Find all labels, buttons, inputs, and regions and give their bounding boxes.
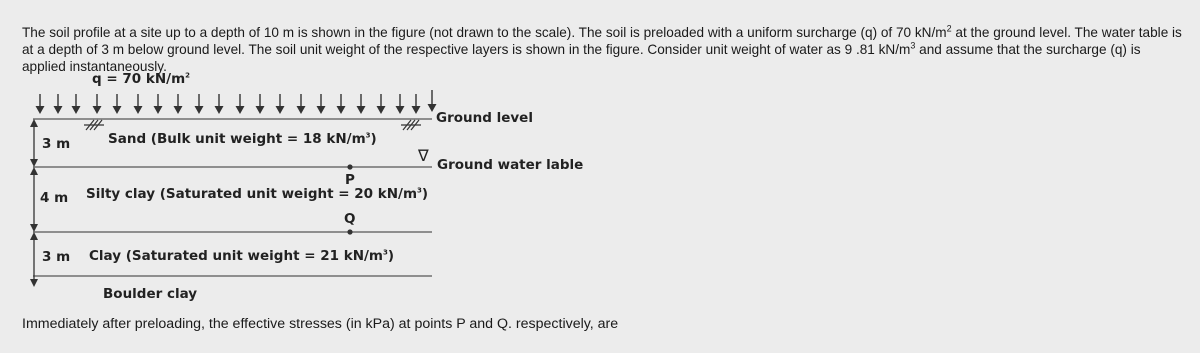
down-arrow-icon xyxy=(134,94,143,114)
question-text-3: and assume that the surcharge (q) is applied instantaneously. xyxy=(22,42,1141,74)
down-arrow-icon xyxy=(195,94,204,114)
point-q-marker xyxy=(347,229,352,234)
water-table-symbol: ∇ xyxy=(418,146,429,165)
down-arrow-icon xyxy=(276,94,285,114)
down-arrow-icon xyxy=(93,94,102,114)
layer-1-label: Sand (Bulk unit weight = 18 $kN/m^3$) xyxy=(108,131,377,147)
down-arrow-icon xyxy=(297,94,306,114)
question-text-1: The soil profile at a site up to a depth of 10 m is shown in the figure (not drawn to the scale). The soil is preloaded with a uniform surcharge (q) of 70 kN/m xyxy=(22,25,947,40)
point-p-label: P xyxy=(345,172,355,188)
down-arrow-icon xyxy=(412,94,421,114)
down-arrow-icon xyxy=(72,94,81,114)
point-p-marker xyxy=(347,164,352,169)
layer-3-thickness: 3 m xyxy=(42,249,71,265)
ground-level-label: Ground level xyxy=(436,110,533,126)
down-arrow-icon xyxy=(357,94,366,114)
surcharge-arrows xyxy=(36,90,437,114)
down-arrow-icon xyxy=(428,90,437,112)
question-text-2: at the ground level. The water table is at a depth of 3 m below ground level. The soil unit weight of the respective layers is shown in the figure. Consider unit weight of water as 9 .81 kN/m xyxy=(22,25,1182,57)
layer-2-label: Silty clay (Saturated unit weight = 20 $kN/m^3$) xyxy=(86,186,429,202)
down-arrow-icon xyxy=(215,94,224,114)
down-arrow-icon xyxy=(36,94,45,114)
boulder-clay-label: Boulder clay xyxy=(103,286,198,302)
down-arrow-icon xyxy=(337,94,346,114)
point-q-label: Q xyxy=(344,211,356,227)
layer-1-thickness: 3 m xyxy=(42,136,71,152)
down-arrow-icon xyxy=(174,94,183,114)
ground-hatch-icon xyxy=(84,120,104,130)
ground-hatch-icon xyxy=(401,120,421,130)
down-arrow-icon xyxy=(317,94,326,114)
layer-2-thickness: 4 m xyxy=(40,190,69,206)
down-arrow-icon xyxy=(154,94,163,114)
unit-superscript: 2 xyxy=(946,23,952,34)
surcharge-label: q = 70 $kN/m^2$ xyxy=(92,71,191,87)
down-arrow-icon xyxy=(377,94,386,114)
down-arrow-icon xyxy=(113,94,122,114)
down-arrow-icon xyxy=(256,94,265,114)
water-table-label: Ground water lable xyxy=(437,157,584,173)
question-prompt: Immediately after preloading, the effective stresses (in kPa) at points P and Q. respectively, are xyxy=(22,316,619,332)
unit-superscript: 3 xyxy=(910,40,916,51)
layer-3-label: Clay (Saturated unit weight = 21 $kN/m^3$) xyxy=(89,248,395,264)
down-arrow-icon xyxy=(396,94,405,114)
down-arrow-icon xyxy=(236,94,245,114)
down-arrow-icon xyxy=(54,94,63,114)
